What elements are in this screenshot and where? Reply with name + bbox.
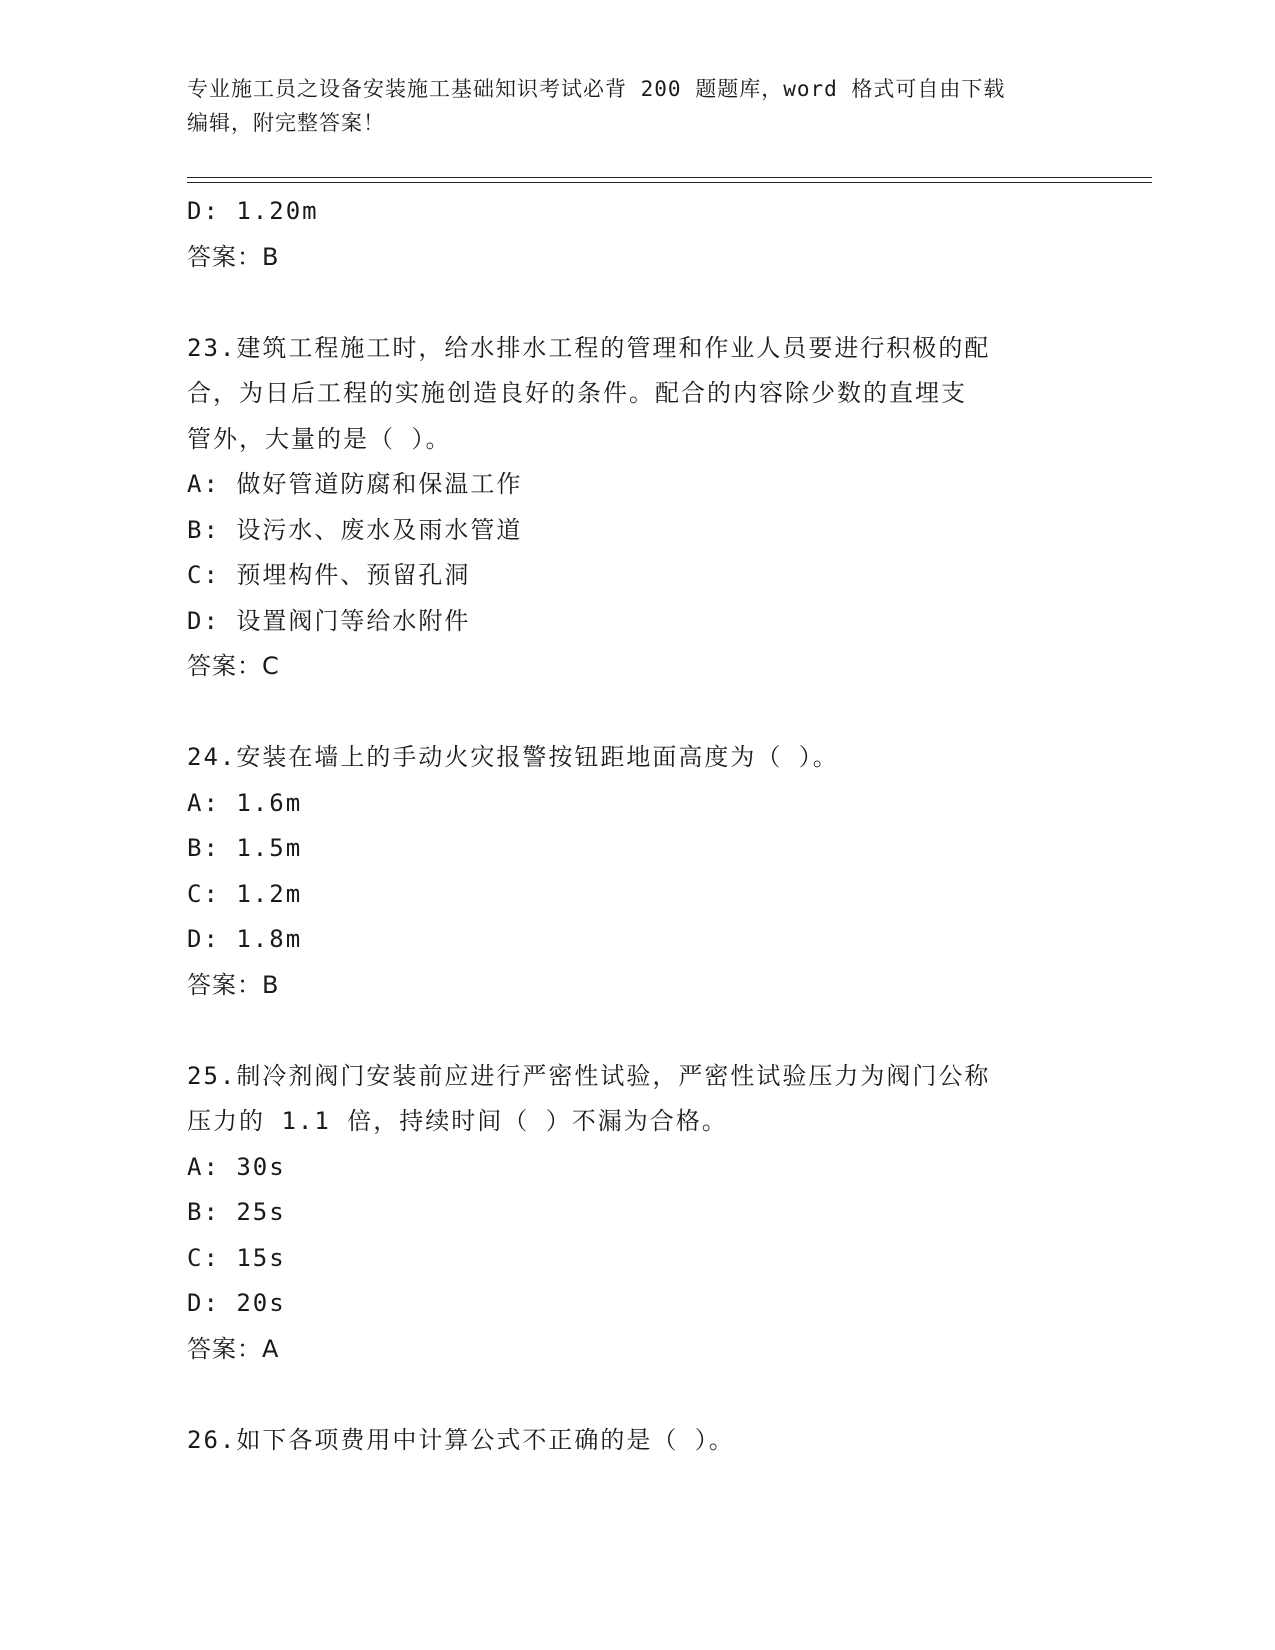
question-23 xyxy=(187,326,1087,690)
header-line-1: 专业施工员之设备安装施工基础知识考试必背 200 题题库，word 格式可自由下载 xyxy=(187,77,1006,101)
question-stem-line: 压力的 1.1 倍，持续时间（ ）不漏为合格。 xyxy=(187,1107,728,1135)
question-stem-line: 管外，大量的是（ ）。 xyxy=(187,424,452,453)
question-26 xyxy=(187,1418,1087,1464)
option-d: D: 20s xyxy=(187,1289,286,1317)
spacer xyxy=(187,1008,1087,1054)
option-d: D: 1.8m xyxy=(187,925,303,953)
answer-line: 答案：C xyxy=(187,652,280,680)
question-25 xyxy=(187,1054,1087,1373)
question-24 xyxy=(187,735,1087,1008)
option-c: C: 15s xyxy=(187,1243,286,1272)
option-a: A: 30s xyxy=(187,1152,286,1181)
option-d: D: 1.20m xyxy=(187,197,319,225)
option-a: A: 1.6m xyxy=(187,788,303,817)
option-b: B: 25s xyxy=(187,1198,286,1226)
option-b: B: 设污水、废水及雨水管道 xyxy=(187,515,523,544)
answer-line: 答案：A xyxy=(187,1334,280,1363)
question-stem-line: 26.如下各项费用中计算公式不正确的是（ ）。 xyxy=(187,1425,735,1454)
spacer xyxy=(187,280,1087,326)
spacer xyxy=(187,690,1087,736)
question-stem-line: 24.安装在墙上的手动火灾报警按钮距地面高度为（ ）。 xyxy=(187,743,839,771)
option-a: A: 做好管道防腐和保温工作 xyxy=(187,470,523,498)
question-content xyxy=(187,189,1087,1463)
header-rule-top xyxy=(187,177,1152,178)
answer-line: 答案：B xyxy=(187,242,280,271)
option-b: B: 1.5m xyxy=(187,834,303,862)
answer-line: 答案：B xyxy=(187,970,280,999)
option-c: C: 预埋构件、预留孔洞 xyxy=(187,561,471,589)
header-line-2: 编辑，附完整答案！ xyxy=(187,111,385,135)
option-c: C: 1.2m xyxy=(187,879,303,908)
option-d: D: 设置阀门等给水附件 xyxy=(187,606,471,635)
question-stem-line: 25.制冷剂阀门安装前应进行严密性试验，严密性试验压力为阀门公称 xyxy=(187,1061,991,1090)
header-rule-bottom xyxy=(187,182,1152,183)
question-stem-line: 23.建筑工程施工时，给水排水工程的管理和作业人员要进行积极的配 xyxy=(187,333,991,362)
spacer xyxy=(187,1372,1087,1418)
page-header xyxy=(187,72,1067,140)
question-stem-line: 合，为日后工程的实施创造良好的条件。配合的内容除少数的直埋支 xyxy=(187,379,967,407)
